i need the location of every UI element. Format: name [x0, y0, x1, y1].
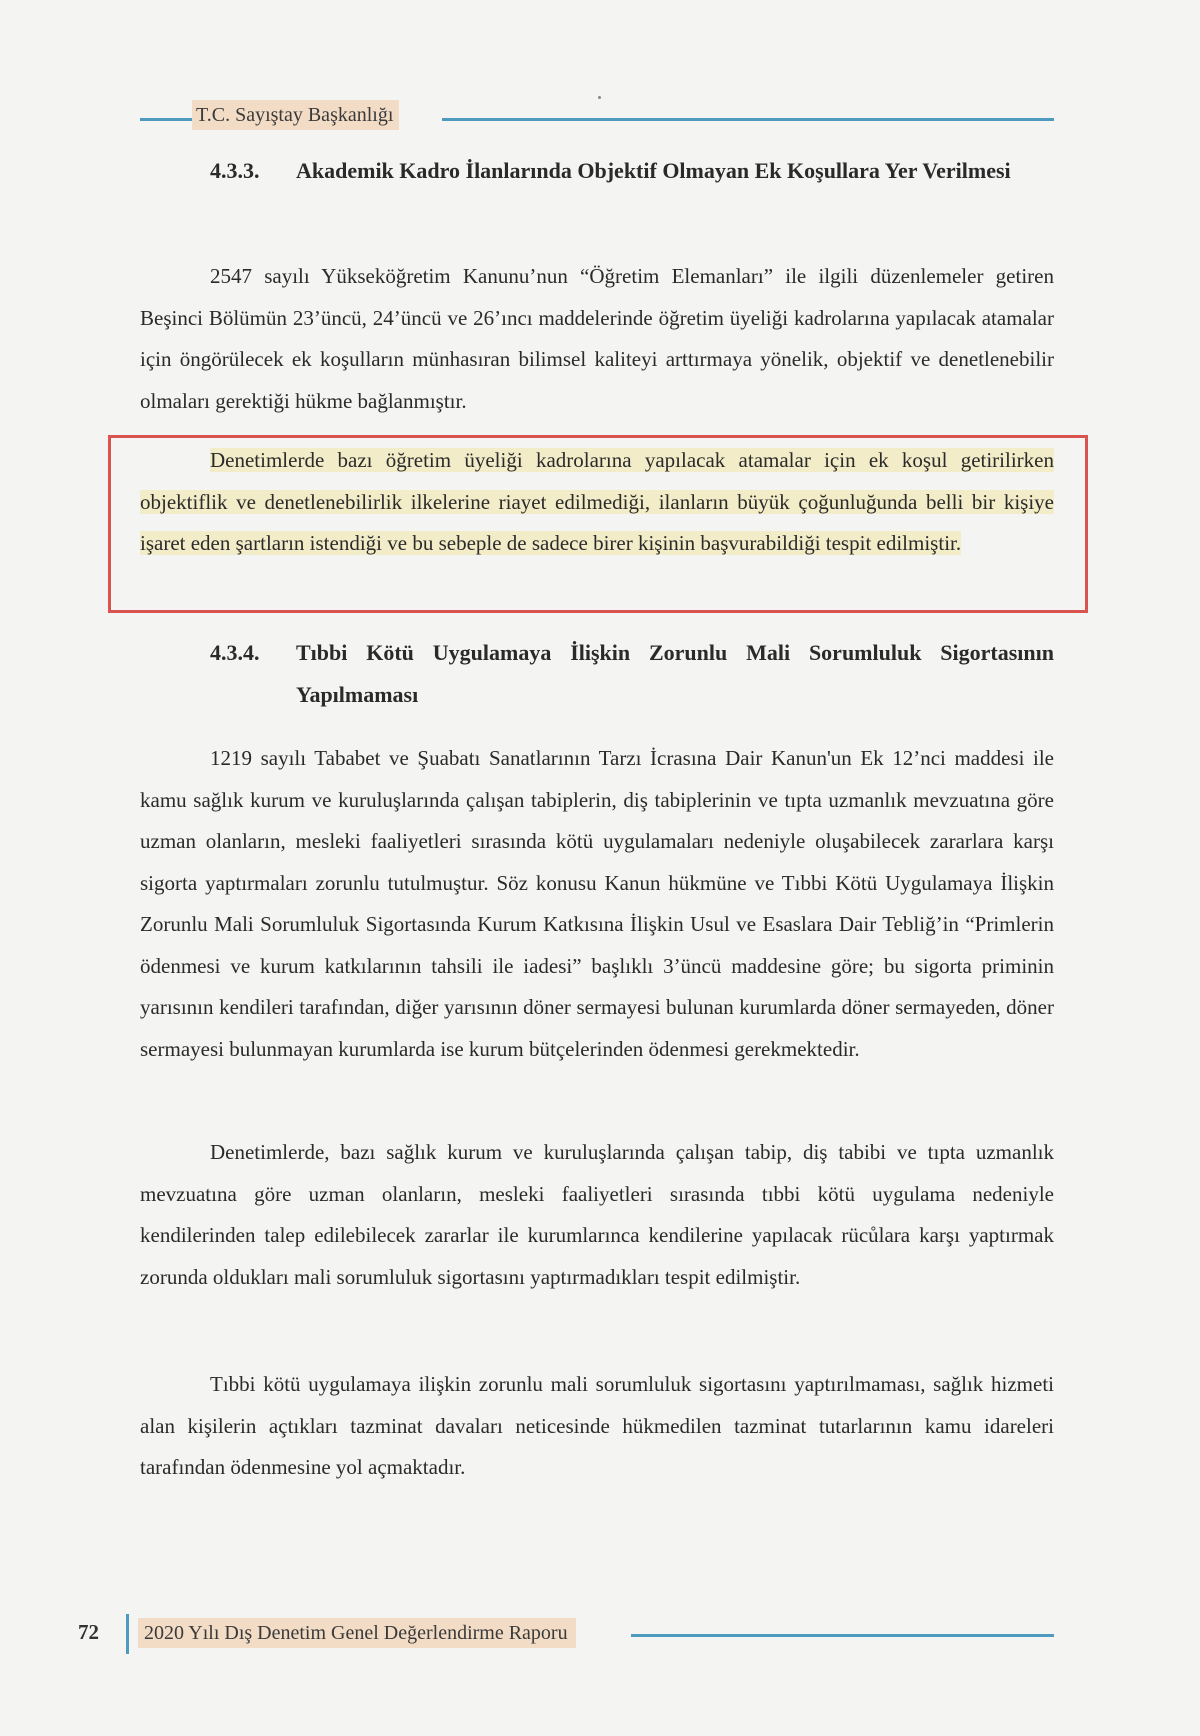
section-title: Tıbbi Kötü Uygulamaya İlişkin Zorunlu Mali Sorumluluk Sigortasının Yapılmaması: [296, 640, 1054, 707]
section-heading-4-3-3: [210, 150, 1054, 192]
section-number: 4.3.4.: [210, 640, 260, 665]
header-rule-left: [140, 118, 192, 121]
header-title: T.C. Sayıştay Başkanlığı: [192, 100, 399, 130]
footer-title: 2020 Yılı Dış Denetim Genel Değerlendirme Raporu: [138, 1618, 576, 1648]
page-header: [140, 96, 1054, 132]
paragraph-4-3-4-2: Denetimlerde, bazı sağlık kurum ve kuruluşlarında çalışan tabip, diş tabibi ve tıpta uzmanlık mevzuatına göre uzman olanların, mesleki faaliyetleri sırasında tıbbi kötü uygulama nedeniyle kendilerinden talep edilebilecek zararlar ile kurumlarınca kendilerine yapılacak rücůlara karşı yaptırmak zorunda oldukları mali sorumluluk sigortasını yaptırmadıkları tespit edilmiştir.: [140, 1140, 1054, 1289]
paragraph-4-3-4-3: Tıbbi kötü uygulamaya ilişkin zorunlu mali sorumluluk sigortasını yaptırılmaması, sağlık hizmeti alan kişilerin açtıkları tazminat davaları neticesinde hükmedilen tazminat tutarlarının kamu idareleri tarafından ödenmesine yol açmaktadır.: [140, 1372, 1054, 1479]
paragraph-4-3-3-1: 2547 sayılı Yükseköğretim Kanunu’nun “Öğretim Elemanları” ile ilgili düzenlemeler getiren Beşinci Bölümün 23’üncü, 24’üncü ve 26’ıncı maddelerinde öğretim üyeliği kadrolarına yapılacak atamalar için öngörülecek ek koşulların münhasıran bilimsel kaliteyi arttırmaya yönelik, objektif ve denetlenebilir olmaları gerektiği hükme bağlanmıştır.: [140, 264, 1054, 413]
footer-divider: [126, 1614, 129, 1654]
paragraph-4-3-3-2-highlighted: [140, 440, 1054, 565]
section-number: 4.3.3.: [210, 158, 260, 183]
paragraph-4-3-4-1: 1219 sayılı Tababet ve Şuabatı Sanatlarının Tarzı İcrasına Dair Kanun'un Ek 12’nci maddesi ile kamu sağlık kurum ve kuruluşlarında çalışan tabiplerin, diş tabiplerinin ve tıpta uzmanlık mevzuatına göre uzman olanların, mesleki faaliyetleri sırasında kötü uygulamaları nedeniyle oluşabilecek zararlara karşı sigorta yaptırmaları zorunlu tutulmuştur. Söz konusu Kanun hükmüne ve Tıbbi Kötü Uygulamaya İlişkin Zorunlu Mali Sorumluluk Sigortasında Kurum Katkısına İlişkin Usul ve Esaslara Dair Tebliğ’in “Primlerin ödenmesi ve kurum katkılarının tahsili ile iadesi” başlıklı 3’üncü maddesine göre; bu sigorta priminin yarısının kendileri tarafından, diğer yarısının döner sermayesi bulunan kurumlarda döner sermayeden, döner sermayesi bulunmayan kurumlarda ise kurum bütçelerinden ödenmesi gerekmektedir.: [140, 746, 1054, 1061]
scan-speck: [598, 96, 601, 99]
page-number: 72: [78, 1620, 99, 1644]
page-footer: [78, 1614, 1054, 1654]
section-heading-4-3-4: [210, 632, 1054, 716]
header-rule-right: [442, 118, 1054, 121]
section-title: Akademik Kadro İlanlarında Objektif Olmayan Ek Koşullara Yer Verilmesi: [296, 158, 1011, 183]
highlighted-text: Denetimlerde bazı öğretim üyeliği kadrolarına yapılacak atamalar için ek koşul getirilirken objektiflik ve denetlenebilirlik ilkelerine riayet edilmediği, ilanların büyük çoğunluğunda belli bir kişiye işaret eden şartların istendiği ve bu sebeple de sadece birer kişinin başvurabildiği tespit edilmiştir.: [140, 448, 1054, 555]
footer-rule: [631, 1634, 1054, 1637]
